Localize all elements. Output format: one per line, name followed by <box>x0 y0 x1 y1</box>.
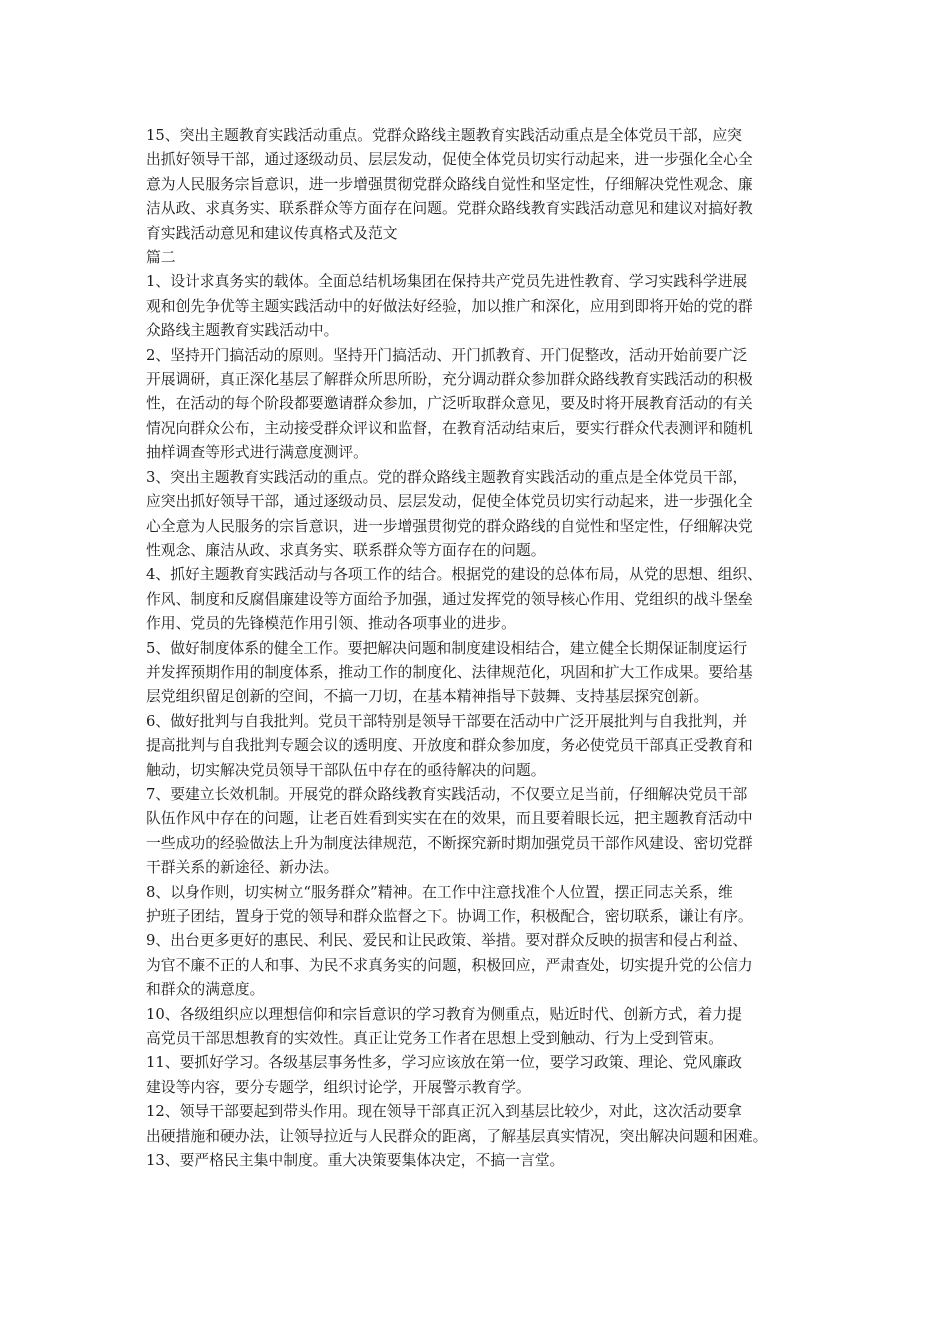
paragraph <box>146 881 814 930</box>
text-line: 观和创先争优等主题实践活动中的好做法好经验，加以推广和深化，应用到即将开始的党的群 <box>146 297 753 315</box>
text-line: 7、要建立长效机制。开展党的群众路线教育实践活动，不仅要立足当前，仔细解决党员干部 <box>146 785 748 803</box>
text-line: 应突出抓好领导干部，通过逐级动员、层层发动，促使全体党员切实行动起来，进一步强化全 <box>146 493 753 511</box>
text-line: 队伍作风中存在的问题，让老百姓看到实实在在的效果，而且要着眼长远，把主题教育活动中 <box>146 810 753 828</box>
paragraph <box>146 563 814 636</box>
text-line: 性观念、廉洁从政、求真务实、联系群众等方面存在的问题。 <box>146 541 546 559</box>
paragraph <box>146 929 814 1002</box>
paragraph <box>146 1100 814 1149</box>
text-line: 育实践活动意见和建议传真格式及范文 <box>146 224 398 242</box>
text-line: 心全意为人民服务的宗旨意识，进一步增强贯彻党的群众路线的自觉性和坚定性，仔细解决党 <box>146 517 753 535</box>
paragraph <box>146 1149 814 1173</box>
text-line: 出硬措施和硬办法，让领导拉近与人民群众的距离，了解基层真实情况，突出解决问题和困难。 <box>146 1127 768 1145</box>
text-line: 护班子团结，置身于党的领导和群众监督之下。协调工作，积极配合，密切联系，谦让有序。 <box>146 908 753 925</box>
paragraph <box>146 637 814 710</box>
text-line: 开展调研，真正深化基层了解群众所思所盼，充分调动群众参加群众路线教育实践活动的积极 <box>146 371 753 389</box>
text-line: 触动，切实解决党员领导干部队伍中存在的亟待解决的问题。 <box>146 761 546 779</box>
paragraph <box>146 710 814 783</box>
text-line: 抽样调查等形式进行满意度测评。 <box>146 444 368 462</box>
text-line: 2、坚持开门搞活动的原则。坚持开门搞活动、开门抓教育、开门促整改，活动开始前要广泛 <box>146 346 748 364</box>
text-line: 建设等内容，要分专题学，组织讨论学，开展警示教育学。 <box>146 1078 531 1096</box>
paragraph <box>146 246 814 270</box>
text-line: 情况向群众公布，主动接受群众评议和监督，在教育活动结束后，要实行群众代表测评和随机 <box>146 419 753 437</box>
text-line: 5、做好制度体系的健全工作。要把解决问题和制度建设相结合，建立健全长期保证制度运行 <box>146 639 748 657</box>
text-line: 一些成功的经验做法上升为制度法律规范，不断探究新时期加强党员干部作风建设、密切党群 <box>146 834 753 852</box>
text-line: 3、突出主题教育实践活动的重点。党的群众路线主题教育实践活动的重点是全体党员干部， <box>146 468 748 486</box>
text-line: 作用、党员的先锋模范作用引领、推动各项事业的进步。 <box>146 615 516 633</box>
text-line: 篇二 <box>146 249 176 267</box>
paragraph <box>146 344 814 466</box>
text-line: 性，在活动的每个阶段都要邀请群众参加，广泛听取群众意见，要及时将开展教育活动的有关 <box>146 395 753 413</box>
text-line: 提高批判与自我批判专题会议的透明度、开放度和群众参加度，务必使党员干部真正受教育和 <box>146 737 753 755</box>
paragraph <box>146 1051 814 1100</box>
text-line: 15、突出主题教育实践活动重点。党群众路线主题教育实践活动重点是全体党员干部，应突 <box>146 127 742 144</box>
text-line: 9、出台更多更好的惠民、利民、爱民和让民政策、举措。要对群众反映的损害和侵占利益、 <box>146 932 748 950</box>
text-line: 层党组织留足创新的空间，不搞一刀切，在基本精神指导下鼓舞、支持基层探究创新。 <box>146 688 709 706</box>
text-line: 10、各级组织应以理想信仰和宗旨意识的学习教育为侧重点，贴近时代、创新方式，着力提 <box>146 1005 742 1023</box>
document-body <box>146 124 814 1173</box>
text-line: 1、设计求真务实的载体。全面总结机场集团在保持共产党员先进性教育、学习实践科学进展 <box>146 273 748 291</box>
text-line: 为官不廉不正的人和事、为民不求真务实的问题，积极回应，严肃查处，切实提升党的公信力 <box>146 956 753 974</box>
paragraph <box>146 270 814 343</box>
text-line: 8、以身作则，切实树立“服务群众”精神。在工作中注意找准个人位置，摆正同志关系，维 <box>146 883 733 901</box>
paragraph <box>146 1003 814 1052</box>
text-line: 意为人民服务宗旨意识，进一步增强贯彻党群众路线自觉性和坚定性，仔细解决党性观念、廉 <box>146 175 753 193</box>
text-line: 高党员干部思想教育的实效性。真正让党务工作者在思想上受到触动、行为上受到管束。 <box>146 1030 724 1048</box>
text-line: 13、要严格民主集中制度。重大决策要集体决定，不搞一言堂。 <box>146 1152 565 1170</box>
paragraph <box>146 466 814 564</box>
text-line: 出抓好领导干部，通过逐级动员、层层发动，促使全体党员切实行动起来，进一步强化全心全 <box>146 151 753 169</box>
text-line: 6、做好批判与自我批判。党员干部特别是领导干部要在活动中广泛开展批判与自我批判，并 <box>146 712 748 730</box>
text-line: 12、领导干部要起到带头作用。现在领导干部真正沉入到基层比较少，对此，这次活动要拿 <box>146 1103 742 1121</box>
paragraph <box>146 124 814 246</box>
text-line: 和群众的满意度。 <box>146 981 265 999</box>
paragraph <box>146 783 814 881</box>
text-line: 众路线主题教育实践活动中。 <box>146 322 339 340</box>
text-line: 干群关系的新途径、新办法。 <box>146 859 339 877</box>
text-line: 洁从政、求真务实、联系群众等方面存在问题。党群众路线教育实践活动意见和建议对搞好教 <box>146 200 753 218</box>
text-line: 4、抓好主题教育实践活动与各项工作的结合。根据党的建设的总体布局，从党的思想、组织、 <box>146 566 763 584</box>
text-line: 11、要抓好学习。各级基层事务性多，学习应该放在第一位，要学习政策、理论、党风廉政 <box>146 1054 742 1072</box>
text-line: 作风、制度和反腐倡廉建设等方面给予加强，通过发挥党的领导核心作用、党组织的战斗堡垒 <box>146 590 753 608</box>
text-line: 并发挥预期作用的制度体系，推动工作的制度化、法律规范化，巩固和扩大工作成果。要给基 <box>146 663 753 681</box>
